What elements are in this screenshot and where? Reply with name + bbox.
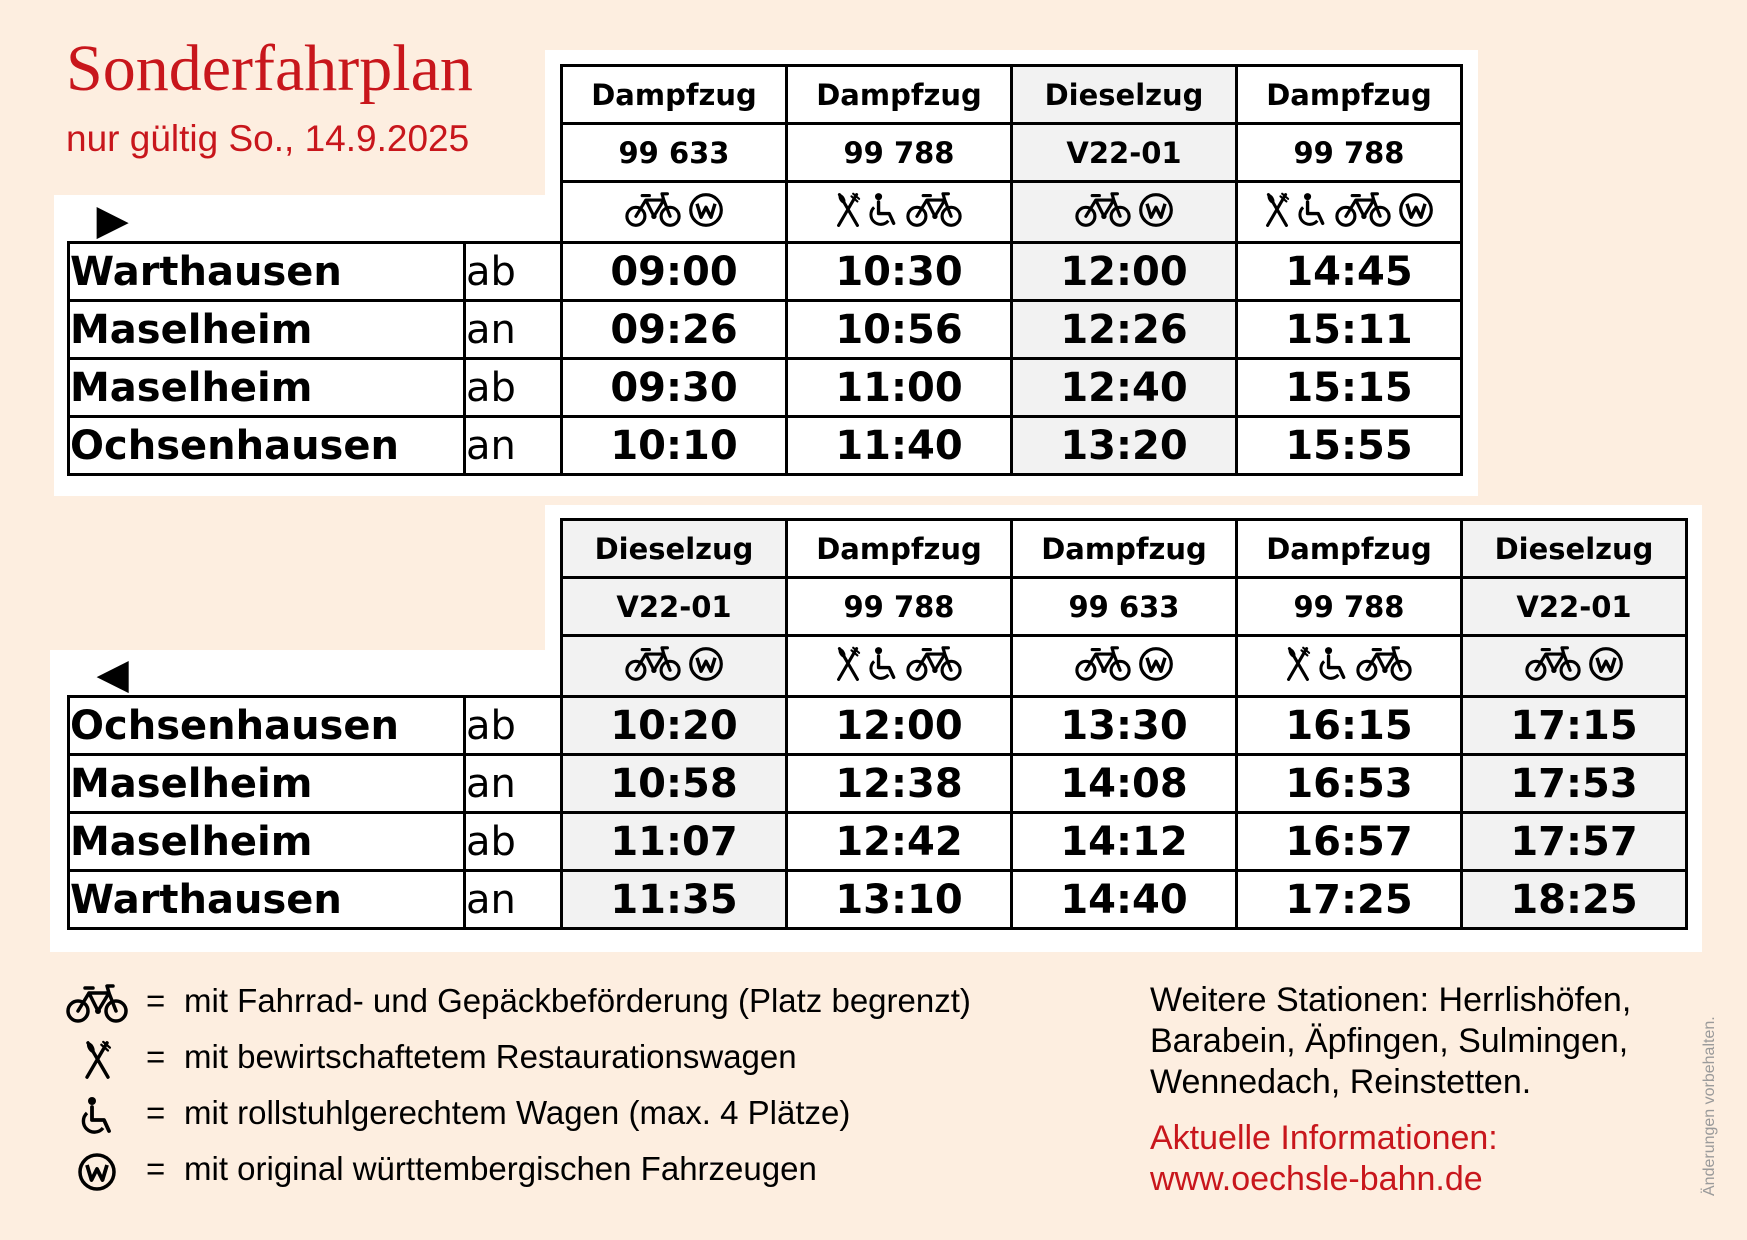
train-type: Dieselzug (562, 520, 787, 578)
time-cell: 11:40 (787, 417, 1012, 475)
time-cell: 12:00 (1012, 243, 1237, 301)
wurttemberg-icon (688, 192, 724, 232)
bicycle-icon (1524, 646, 1582, 686)
train-number: 99 633 (1012, 578, 1237, 636)
station-name: Warthausen (69, 243, 465, 301)
bicycle-icon (905, 192, 963, 232)
train-features (787, 182, 1012, 243)
time-cell: 11:07 (562, 813, 787, 871)
train-features (787, 636, 1012, 697)
legend-equals: = (146, 1094, 166, 1131)
stop-row (69, 871, 1687, 929)
station-name: Ochsenhausen (69, 417, 465, 475)
time-cell: 14:12 (1012, 813, 1237, 871)
time-cell: 12:40 (1012, 359, 1237, 417)
train-type: Dampfzug (1237, 520, 1462, 578)
train-number: 99 788 (787, 124, 1012, 182)
further-stations (1150, 980, 1631, 1103)
time-cell: 17:57 (1462, 813, 1687, 871)
time-cell: 09:00 (562, 243, 787, 301)
arrival-departure: an (465, 417, 562, 475)
direction-arrow-icon: ▶ (96, 195, 129, 244)
time-cell: 12:42 (787, 813, 1012, 871)
train-features-row (69, 636, 1687, 697)
time-cell: 16:15 (1237, 697, 1462, 755)
time-cell: 09:26 (562, 301, 787, 359)
wheelchair-icon (1296, 192, 1328, 232)
bicycle-icon (1074, 192, 1132, 232)
wurttemberg-icon (1138, 192, 1174, 232)
header-spacer (69, 520, 562, 578)
train-type: Dampfzug (787, 66, 1012, 124)
wurttemberg-icon (77, 1152, 117, 1196)
time-cell: 15:55 (1237, 417, 1462, 475)
train-number: 99 633 (562, 124, 787, 182)
changes-reserved-note: Änderungen vorbehalten. (1701, 1016, 1718, 1196)
feature-icons (624, 192, 724, 232)
station-name: Maselheim (69, 301, 465, 359)
time-cell: 15:11 (1237, 301, 1462, 359)
info-block (1150, 1118, 1498, 1200)
arrival-departure: ab (465, 359, 562, 417)
stop-row (69, 243, 1462, 301)
inbound-timetable (67, 518, 1688, 930)
arrival-departure: an (465, 755, 562, 813)
direction-arrow-icon: ◀ (96, 649, 129, 698)
restaurant-icon (835, 192, 861, 232)
train-features (1012, 182, 1237, 243)
station-name: Maselheim (69, 755, 465, 813)
train-type-row (69, 520, 1687, 578)
train-number: 99 788 (787, 578, 1012, 636)
restaurant-icon (83, 1040, 112, 1084)
time-cell: 10:10 (562, 417, 787, 475)
station-name: Maselheim (69, 359, 465, 417)
time-cell: 10:56 (787, 301, 1012, 359)
bicycle-icon (624, 192, 682, 232)
wurttemberg-icon (1138, 646, 1174, 686)
train-number: 99 788 (1237, 578, 1462, 636)
feature-icons (1285, 646, 1413, 686)
legend-icon (62, 1152, 132, 1196)
validity-subtitle: nur gültig So., 14.9.2025 (66, 118, 470, 159)
arrival-departure: an (465, 301, 562, 359)
train-number-row (69, 124, 1462, 182)
feature-icons (1074, 646, 1174, 686)
train-features (1462, 636, 1687, 697)
time-cell: 11:35 (562, 871, 787, 929)
bicycle-icon (905, 646, 963, 686)
stop-row (69, 301, 1462, 359)
further-stations-line: Wennedach, Reinstetten. (1150, 1063, 1532, 1101)
train-type-row (69, 66, 1462, 124)
wurttemberg-icon (1588, 646, 1624, 686)
wheelchair-icon (867, 192, 899, 232)
time-cell: 17:53 (1462, 755, 1687, 813)
train-number: V22-01 (1012, 124, 1237, 182)
time-cell: 13:30 (1012, 697, 1237, 755)
train-number: V22-01 (1462, 578, 1687, 636)
time-cell: 12:00 (787, 697, 1012, 755)
train-number-row (69, 578, 1687, 636)
train-type: Dampfzug (787, 520, 1012, 578)
time-cell: 16:57 (1237, 813, 1462, 871)
train-number: 99 788 (1237, 124, 1462, 182)
train-features (1237, 182, 1462, 243)
legend-icon (62, 1040, 132, 1084)
legend-text: mit Fahrrad- und Gepäckbeförderung (Platz begrenzt) (184, 982, 971, 1019)
legend-equals: = (146, 1038, 166, 1075)
train-number: V22-01 (562, 578, 787, 636)
bicycle-icon (1355, 646, 1413, 686)
arrival-departure: an (465, 871, 562, 929)
time-cell: 11:00 (787, 359, 1012, 417)
further-stations-line: Barabein, Äpfingen, Sulmingen, (1150, 1022, 1629, 1060)
feature-icons (624, 646, 724, 686)
header-spacer (69, 124, 562, 182)
time-cell: 10:30 (787, 243, 1012, 301)
info-label: Aktuelle Informationen: (1150, 1119, 1498, 1157)
train-features (562, 182, 787, 243)
time-cell: 17:25 (1237, 871, 1462, 929)
page-title: Sonderfahrplan (66, 32, 473, 105)
stop-row (69, 755, 1687, 813)
feature-icons (1264, 192, 1434, 232)
stop-row (69, 359, 1462, 417)
time-cell: 12:38 (787, 755, 1012, 813)
wheelchair-icon (867, 646, 899, 686)
feature-icons (1524, 646, 1624, 686)
feature-icons (835, 646, 963, 686)
time-cell: 17:15 (1462, 697, 1687, 755)
time-cell: 16:53 (1237, 755, 1462, 813)
train-features-row (69, 182, 1462, 243)
train-features (1237, 636, 1462, 697)
train-type: Dampfzug (1012, 520, 1237, 578)
bicycle-icon (65, 984, 129, 1028)
legend-text: mit bewirtschaftetem Restaurationswagen (184, 1038, 797, 1075)
time-cell: 14:40 (1012, 871, 1237, 929)
time-cell: 12:26 (1012, 301, 1237, 359)
legend-equals: = (146, 982, 166, 1019)
bicycle-icon (624, 646, 682, 686)
train-type: Dieselzug (1012, 66, 1237, 124)
time-cell: 18:25 (1462, 871, 1687, 929)
restaurant-icon (835, 646, 861, 686)
wurttemberg-icon (1398, 192, 1434, 232)
stop-row (69, 813, 1687, 871)
train-type: Dieselzug (1462, 520, 1687, 578)
bicycle-icon (1334, 192, 1392, 232)
legend-icon (62, 1096, 132, 1140)
station-name: Ochsenhausen (69, 697, 465, 755)
station-name: Maselheim (69, 813, 465, 871)
wheelchair-icon (79, 1096, 115, 1140)
info-url-link[interactable]: www.oechsle-bahn.de (1150, 1160, 1483, 1198)
wurttemberg-icon (688, 646, 724, 686)
outbound-timetable (67, 64, 1463, 476)
legend-equals: = (146, 1150, 166, 1187)
wheelchair-icon (1317, 646, 1349, 686)
header-spacer (69, 578, 562, 636)
feature-icons (1074, 192, 1174, 232)
further-stations-line: Weitere Stationen: Herrlishöfen, (1150, 981, 1632, 1019)
arrival-departure: ab (465, 243, 562, 301)
time-cell: 13:20 (1012, 417, 1237, 475)
bicycle-icon (1074, 646, 1132, 686)
station-name: Warthausen (69, 871, 465, 929)
time-cell: 14:45 (1237, 243, 1462, 301)
legend-text: mit original württembergischen Fahrzeugen (184, 1150, 817, 1187)
legend-icon (62, 984, 132, 1028)
train-features (1012, 636, 1237, 697)
feature-icons (835, 192, 963, 232)
arrival-departure: ab (465, 697, 562, 755)
arrival-departure: ab (465, 813, 562, 871)
legend-text: mit rollstuhlgerechtem Wagen (max. 4 Plätze) (184, 1094, 851, 1131)
restaurant-icon (1264, 192, 1290, 232)
time-cell: 15:15 (1237, 359, 1462, 417)
train-type: Dampfzug (562, 66, 787, 124)
time-cell: 14:08 (1012, 755, 1237, 813)
restaurant-icon (1285, 646, 1311, 686)
time-cell: 13:10 (787, 871, 1012, 929)
train-type: Dampfzug (1237, 66, 1462, 124)
header-spacer (69, 66, 562, 124)
stop-row (69, 417, 1462, 475)
time-cell: 09:30 (562, 359, 787, 417)
train-features (562, 636, 787, 697)
stop-row (69, 697, 1687, 755)
time-cell: 10:20 (562, 697, 787, 755)
time-cell: 10:58 (562, 755, 787, 813)
